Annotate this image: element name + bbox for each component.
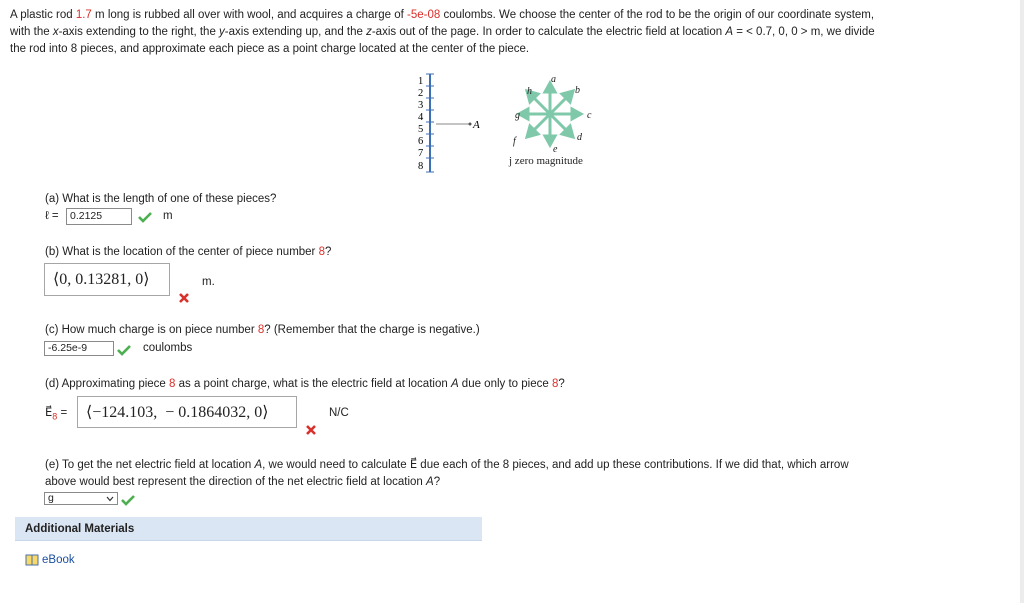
answer-a-unit: m <box>163 210 173 222</box>
equals-sign: = <box>60 407 68 419</box>
additional-materials-header: Additional Materials <box>15 517 482 541</box>
question-d-text: (d) Approximating piece <box>45 378 170 390</box>
ebook-link-label: eBook <box>42 554 75 566</box>
question-d-text: as a point charge, what is the electric field at location <box>175 378 451 390</box>
intro-text: -axis out of the page. In order to calculate the electric field at location <box>371 26 726 38</box>
question-e-text: ? <box>433 476 441 488</box>
answer-b-input[interactable]: ⟨0, 0.13281, 0⟩ <box>44 263 170 296</box>
correct-check-icon <box>120 494 136 506</box>
answer-c-unit: coulombs <box>143 342 193 354</box>
answer-e-select[interactable] <box>44 492 118 505</box>
problem-statement <box>10 7 1010 58</box>
arrow-label-h: h <box>527 86 532 97</box>
piece-number: 8 <box>318 246 325 258</box>
question-e-line-1 <box>45 457 985 474</box>
incorrect-x-icon <box>178 292 190 304</box>
rod-piece-label: 1 <box>418 76 424 87</box>
rod-piece-label: 7 <box>418 148 424 159</box>
rod-piece-label: 4 <box>418 112 424 123</box>
location-symbol: A <box>426 476 434 488</box>
incorrect-x-icon <box>305 424 317 436</box>
answer-a-input[interactable]: 0.2125 <box>66 208 132 225</box>
question-c-prompt <box>45 324 480 336</box>
intro-line-3 <box>10 41 1010 58</box>
x-axis-symbol: x <box>52 26 59 38</box>
question-e-text: (e) To get the net electric field at location <box>45 459 255 471</box>
question-d-text: due only to piece <box>458 378 552 390</box>
e8-label <box>45 405 67 421</box>
rod-piece-label: 6 <box>418 136 424 147</box>
question-e-text: , we would need to calculate <box>262 459 410 471</box>
intro-text: with the <box>10 26 53 38</box>
y-axis-symbol: y <box>219 26 225 38</box>
question-a-prompt: (a) What is the length of one of these pieces? <box>45 193 277 205</box>
z-axis-symbol: z <box>366 26 372 38</box>
answer-c-input[interactable]: -6.25e-9 <box>44 341 114 356</box>
intro-text: A plastic rod <box>10 9 76 21</box>
intro-line-2 <box>10 24 1010 41</box>
piece-number: 8 <box>169 378 176 390</box>
location-symbol: A <box>450 378 459 390</box>
intro-text: -axis extending up, and the <box>224 26 367 38</box>
ebook-link[interactable] <box>25 554 75 566</box>
answer-d-unit: N/C <box>329 407 349 419</box>
rod-piece-label: 2 <box>418 88 424 99</box>
intro-text: m long is rubbed all over with wool, and acquires a charge of <box>91 9 407 21</box>
question-b-prompt <box>45 246 331 258</box>
rod-length-value: 1.7 <box>75 9 92 21</box>
rod-piece-label: 3 <box>418 100 424 111</box>
arrow-label-f: f <box>513 136 516 147</box>
location-label: A <box>473 119 480 131</box>
rod-piece-label: 8 <box>418 161 424 172</box>
intro-text: coulombs. We choose the center of the rod to be the origin of our coordinate system, <box>440 9 875 21</box>
rod-piece-label: 5 <box>418 124 424 135</box>
arrow-label-c: c <box>587 110 592 121</box>
question-e-text: due each of the 8 pieces, and add up these contributions. If we did that, which arrow <box>417 459 849 471</box>
book-icon <box>25 554 39 566</box>
question-e-prompt <box>45 457 985 491</box>
question-b-text: (b) What is the location of the center of piece number <box>45 246 319 258</box>
zero-magnitude-label: j zero magnitude <box>509 155 583 167</box>
location-dot <box>469 123 472 126</box>
piece-number: 8 <box>551 378 559 390</box>
scrollbar[interactable] <box>1020 0 1024 603</box>
arrow-label-e: e <box>553 144 558 155</box>
correct-check-icon <box>116 344 132 356</box>
location-symbol: A <box>254 459 263 471</box>
answer-e-selected-value: g <box>48 492 54 504</box>
question-e-text: above would best represent the direction of the net electric field at location <box>45 476 427 488</box>
question-e-line-2 <box>45 474 985 491</box>
arrow-label-g: g <box>515 110 520 121</box>
arrow-choices-figure <box>505 74 615 169</box>
e-vector-symbol: E⃗ <box>409 459 418 471</box>
e-vector-symbol: E⃗ <box>45 407 53 419</box>
intro-line-1 <box>10 7 1010 24</box>
intro-text: = < 0.7, 0, 0 > m, we divide <box>733 26 875 38</box>
question-d-prompt <box>45 378 565 390</box>
arrow-label-a: a <box>551 74 556 85</box>
intro-text: the rod into 8 pieces, and approximate each piece as a point charge located at the center of the piece. <box>10 43 530 55</box>
question-b-text: ? <box>325 246 332 258</box>
piece-number: 8 <box>257 324 265 336</box>
location-symbol: A <box>725 26 734 38</box>
arrow-label-d: d <box>577 132 582 143</box>
answer-d-input[interactable]: ⟨−124.103, − 0.1864032, 0⟩ <box>77 396 297 428</box>
question-a-symbol: ℓ = <box>45 210 59 222</box>
e-subscript: 8 <box>52 411 58 422</box>
question-c-text: (c) How much charge is on piece number <box>45 324 258 336</box>
intro-text: -axis extending to the right, the <box>58 26 220 38</box>
rod-figure <box>410 72 500 177</box>
chevron-down-icon <box>106 496 114 502</box>
question-d-text: ? <box>558 378 565 390</box>
arrow-label-b: b <box>575 85 580 96</box>
answer-b-unit: m. <box>202 276 215 288</box>
question-c-text: ? (Remember that the charge is negative.) <box>264 324 480 336</box>
rod-charge-value: -5e-08 <box>407 9 441 21</box>
correct-check-icon <box>137 211 153 223</box>
